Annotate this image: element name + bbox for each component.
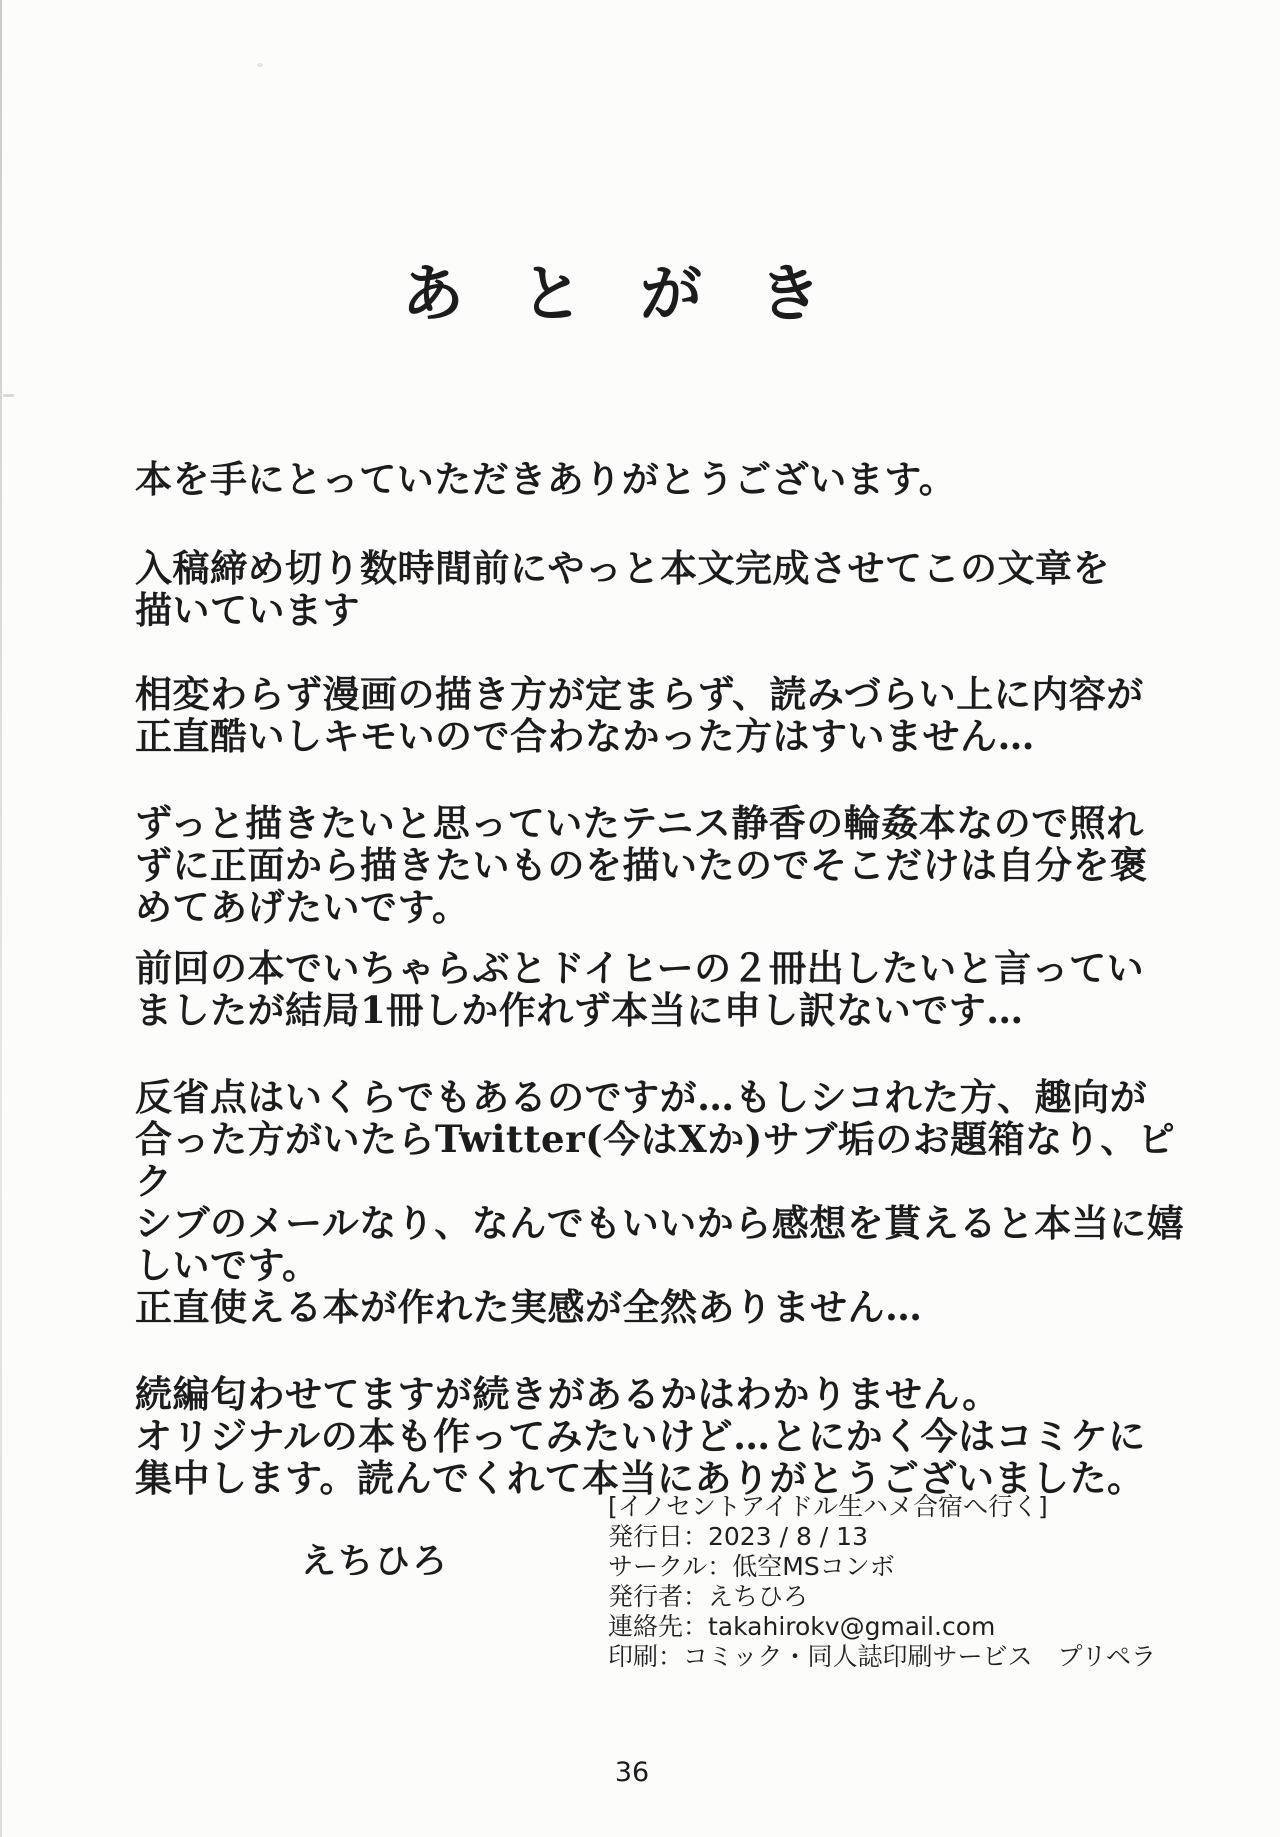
afterword-paragraph: 前回の本でいちゃらぶとドイヒーの２冊出したいと言ってい ましたが結局1冊しか作れず本当に申し訳ないです… — [135, 946, 1145, 1032]
colophon-circle: サークル：低空MSコンボ — [608, 1552, 895, 1581]
page-title: あとがき — [401, 257, 879, 330]
afterword-paragraph: 入稿締め切り数時間前にやっと本文完成させてこの文章を 描いています — [135, 546, 1110, 632]
afterword-paragraph: ずっと描きたいと思っていたテニス静香の輪姦本なので照れ ずに正面から描きたいものを描いたのでそこだけは自分を褒 めてあげたいです。 — [135, 801, 1148, 929]
colophon-publication-date: 発行日：2023 / 8 / 13 — [608, 1522, 868, 1551]
colophon-contact: 連絡先：takahirokv@gmail.com — [608, 1612, 996, 1641]
colophon-printer: 印刷：コミック・同人誌印刷サービス プリペラ — [608, 1642, 1157, 1671]
afterword-paragraph: 続編匂わせてますが続きがあるかはわかりません。 オリジナルの本も作ってみたいけど…とにかく今はコミケに 集中します。読んでくれて本当にありがとうございました。 — [135, 1372, 1146, 1500]
afterword-paragraph: 本を手にとっていただきありがとうございます。 — [135, 457, 957, 501]
colophon-publisher: 発行者：えちひろ — [608, 1582, 809, 1611]
afterword-paragraph: 反省点はいくらでもあるのですが…もしシコれた方、趣向が 合った方がいたらTwitter(今はXか)サブ垢のお題箱なり、ピク シブのメールなり、なんでもいいから感想を貰えると本当に嬉 しいです。 正直使える本が作れた実感が全然ありません… — [135, 1075, 1185, 1329]
author-signature: えちひろ — [301, 1541, 450, 1582]
afterword-paragraph: 相変わらず漫画の描き方が定まらず、読みづらい上に内容が 正直酷いしキモいので合わなかった方はすいません… — [135, 672, 1144, 758]
afterword-body — [135, 458, 1210, 1499]
page-number: 36 — [614, 1757, 650, 1788]
colophon-book-title: [イノセントアイドル生ハメ合宿へ行く] — [608, 1492, 1048, 1521]
scan-speck — [257, 63, 263, 67]
colophon — [608, 1492, 1156, 1672]
scan-speck — [3, 394, 14, 397]
